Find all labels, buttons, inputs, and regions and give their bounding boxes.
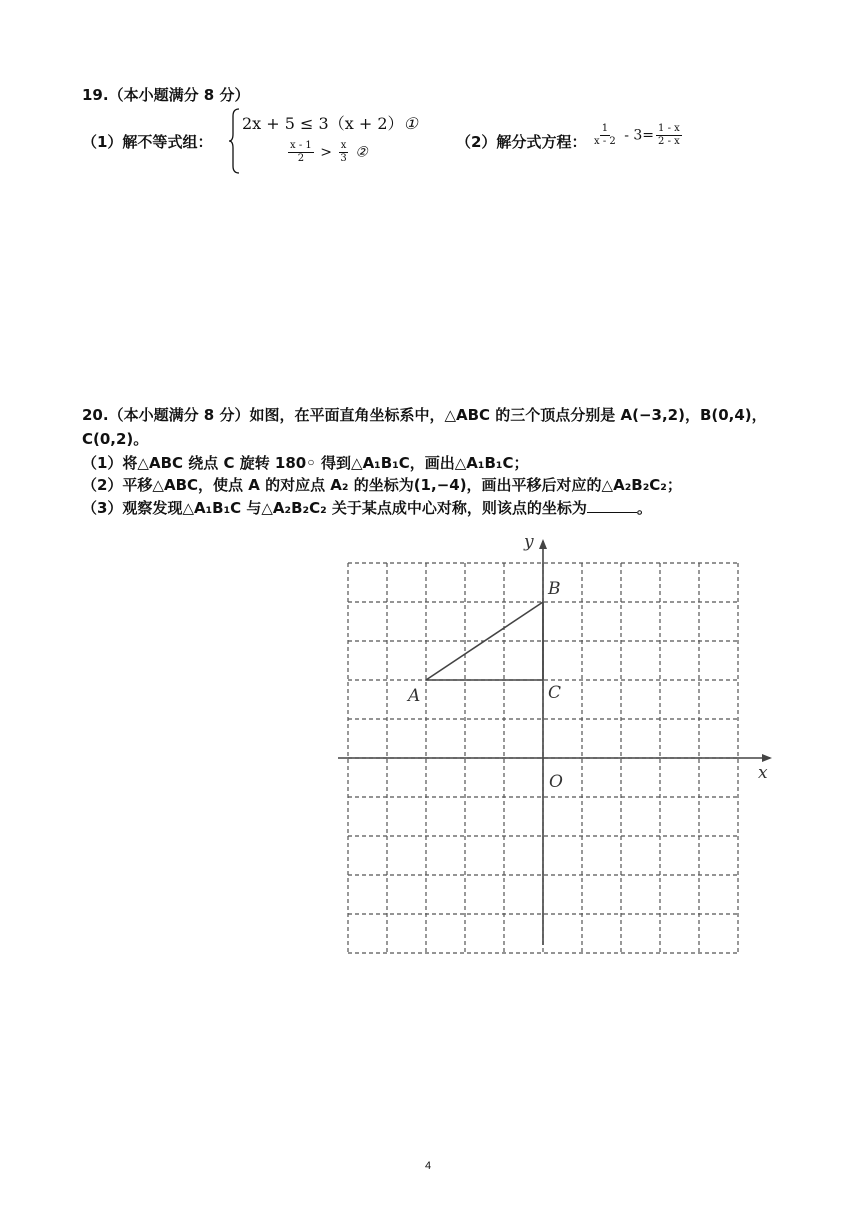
inequality-1: 2x + 5 ≤ 3（x + 2）①	[242, 114, 418, 133]
ineq2-right-fraction: $\frac{x}{3}$	[340, 140, 347, 164]
ineq2-left-fraction: $\frac{x - 1}{2}$	[290, 140, 312, 164]
y-axis-label: y	[524, 532, 534, 552]
point-label-c: C	[548, 683, 562, 703]
q19-part1-label: （1）解不等式组：	[82, 133, 213, 151]
point-label-a: A	[408, 686, 421, 706]
fractional-equation: $\frac{1}{x - 2}$ - 3= $\frac{1 - x}{2 - x}$	[594, 123, 680, 147]
origin-label: O	[549, 772, 563, 792]
x-axis-arrow	[762, 754, 772, 762]
q19-part2-label: （2）解分式方程：	[456, 133, 587, 151]
page-number: 4	[425, 1160, 432, 1172]
inequality-2: $\frac{x - 1}{2}$ > $\frac{x}{3}$ ②	[290, 140, 368, 164]
point-label-b: B	[548, 579, 561, 599]
q20-item-3: （3）观察发现△A₁B₁C 与△A₂B₂C₂ 关于某点成中心对称，则该点的坐标为 。	[82, 499, 652, 517]
y-axis-arrow	[539, 539, 547, 549]
mark-1: ①	[403, 114, 418, 133]
eq-left-fraction: $\frac{1}{x - 2}$	[594, 123, 616, 147]
q20-header: 20.（本小题满分 8 分）如图，在平面直角坐标系中，△ABC 的三个顶点分别是 A(−3,2)，B(0,4)，	[82, 406, 767, 424]
q20-item-1: （1）将△ABC 绕点 C 旋转 180◦ 得到△A₁B₁C，画出△A₁B₁C；	[82, 454, 529, 472]
mark-2: ②	[355, 144, 368, 161]
x-axis-label: x	[758, 763, 768, 783]
eq-right-fraction: $\frac{1 - x}{2 - x}$	[658, 123, 680, 147]
axes	[338, 539, 772, 945]
q19-header: 19.（本小题满分 8 分）	[82, 86, 250, 104]
q20-header-cont: C(0,2)。	[82, 430, 149, 448]
q20-item-2: （2）平移△ABC，使点 A 的对应点 A₂ 的坐标为(1,−4)，画出平移后对应的△A₂B₂C₂；	[82, 476, 682, 494]
